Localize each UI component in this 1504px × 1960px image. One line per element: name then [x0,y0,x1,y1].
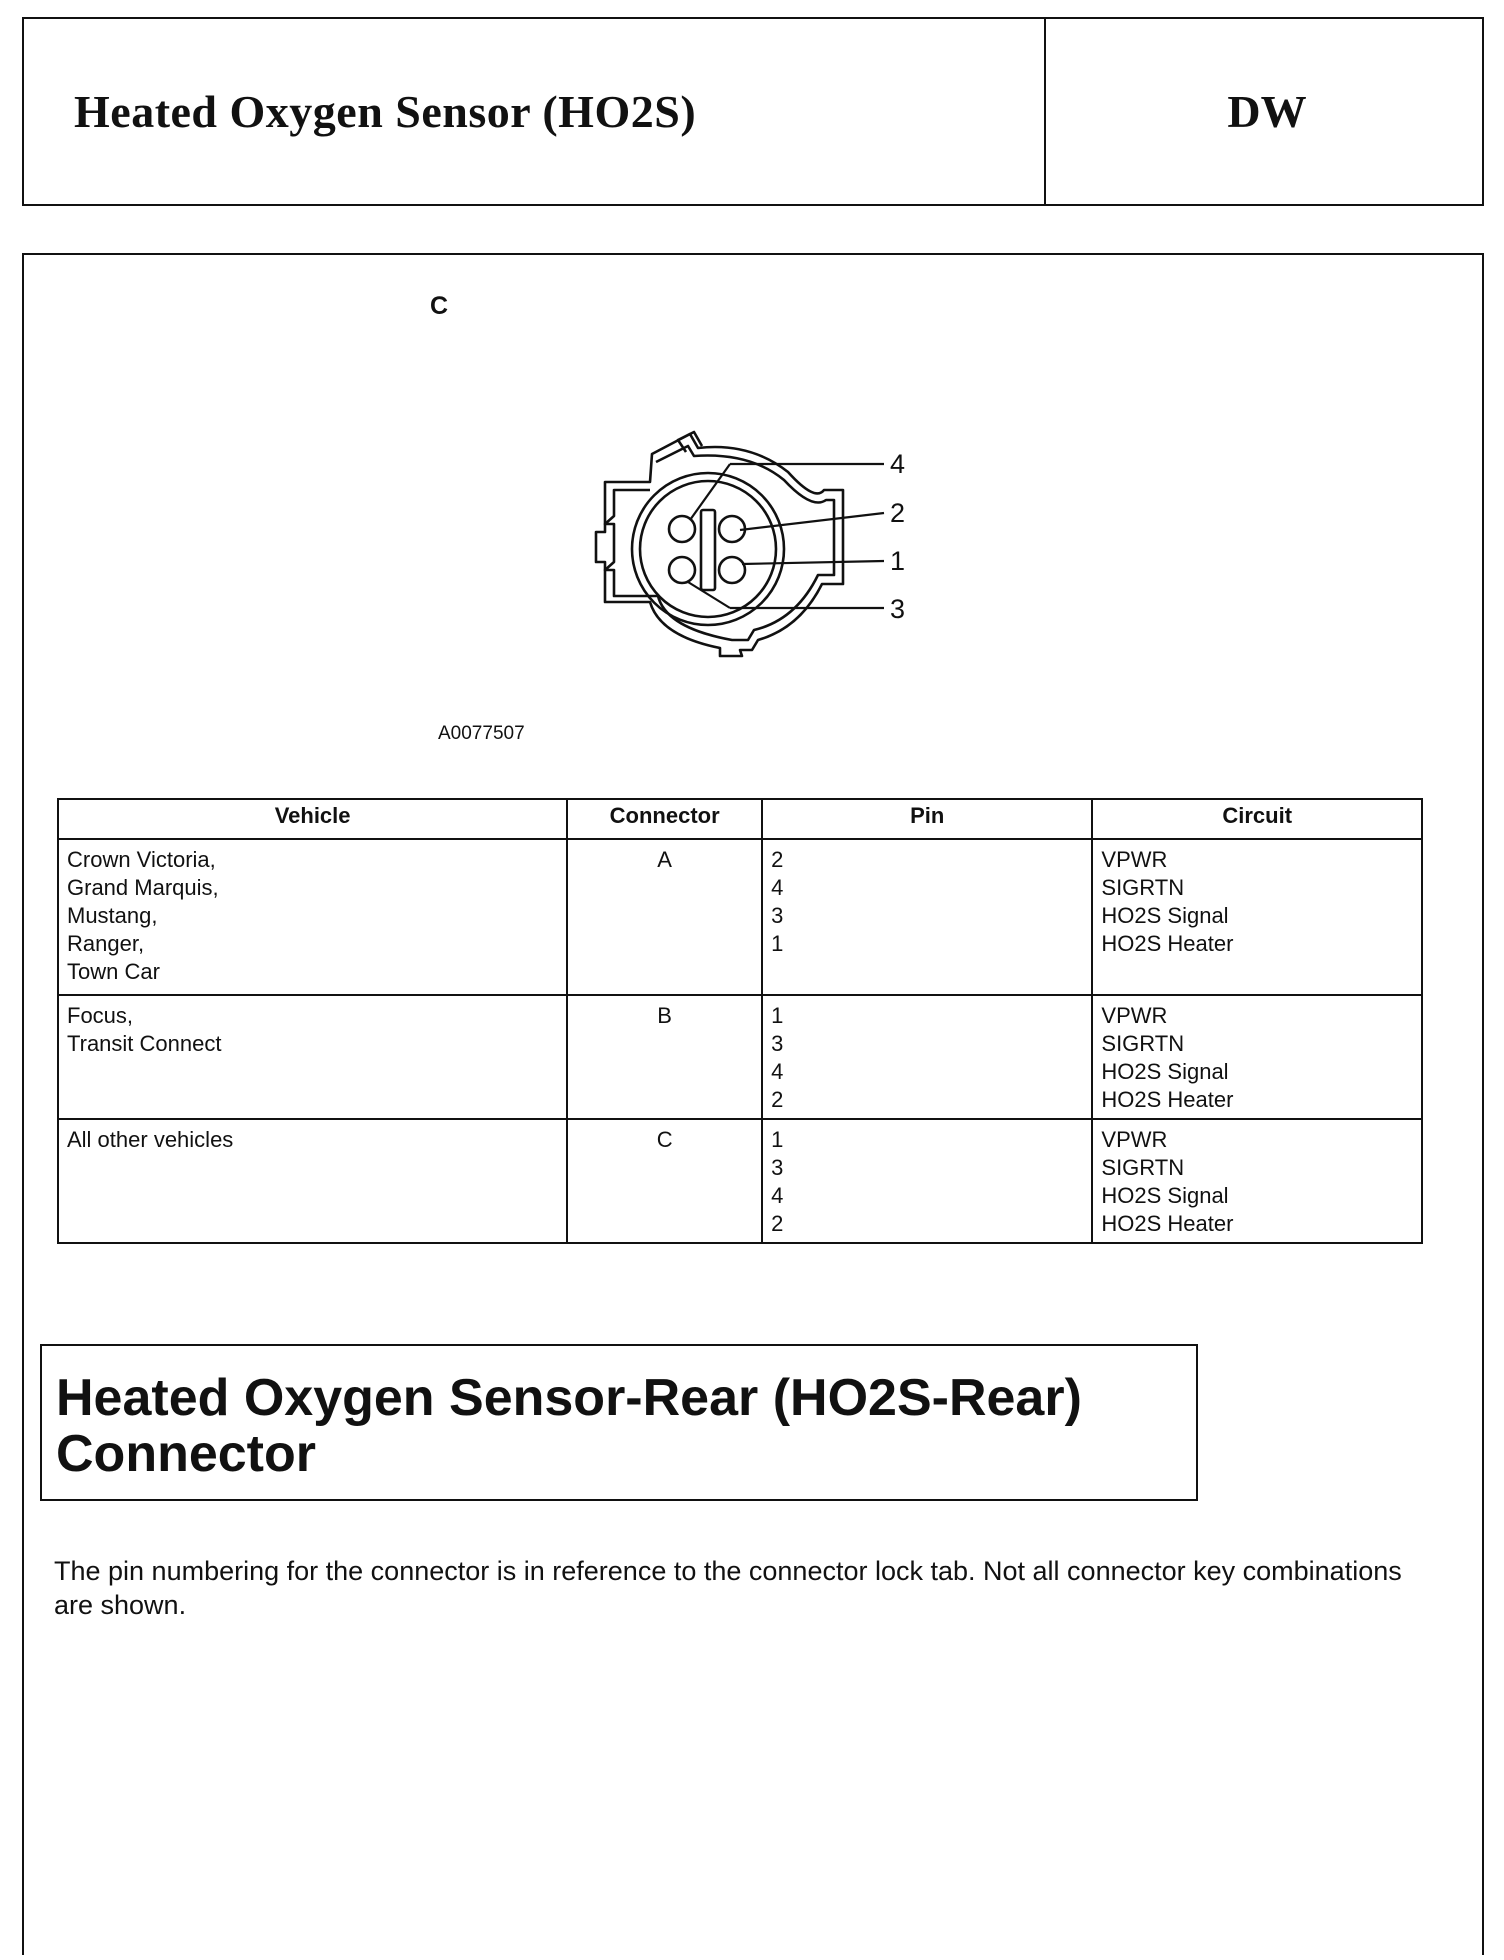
circuit-value: HO2S Heater [1101,1087,1234,1112]
connector-diagram [590,412,930,672]
vehicle-line: Mustang, [67,903,158,928]
page-title: Heated Oxygen Sensor (HO2S) [74,86,697,137]
pin-value: 4 [771,1059,784,1084]
leader-line-2 [740,513,884,530]
column-header-vehicle: Vehicle [58,799,567,839]
pin-value: 2 [771,1211,784,1236]
pin-value: 4 [771,1183,784,1208]
pin-label-4: 4 [890,449,906,479]
vehicle-line: All other vehicles [67,1127,234,1152]
pin-label-3: 3 [890,594,906,624]
pin-value: 3 [771,903,784,928]
circuit-cell [1092,839,1422,995]
pinout-table [57,798,1423,1244]
connector-letter: C [430,292,449,320]
vehicle-line: Town Car [67,959,160,984]
vehicle-line: Focus, [67,1003,134,1028]
section-title-line: Connector [56,1425,316,1483]
connector-face-inner [640,481,776,617]
connector-note: The pin numbering for the connector is in reference to the connector lock tab. Not all connector key combinations are shown. [54,1556,1402,1620]
leader-line-3 [688,582,730,608]
circuit-value: HO2S Signal [1101,903,1229,928]
vehicle-line: Transit Connect [67,1031,222,1056]
circuit-value: HO2S Heater [1101,1211,1234,1236]
pin-value: 2 [771,1087,784,1112]
circuit-value: HO2S Signal [1101,1183,1229,1208]
leader-line-1 [742,561,884,564]
circuit-value: SIGRTN [1101,1155,1185,1180]
connector-cell: B [567,995,762,1119]
figure-id: A0077507 [438,723,525,744]
column-header-circuit: Circuit [1092,799,1422,839]
circuit-cell [1092,1119,1422,1243]
pin-value: 4 [771,875,784,900]
pin-value: 1 [771,1127,784,1152]
vehicle-line: Grand Marquis, [67,875,219,900]
pin-cell [762,1119,1092,1243]
circuit-value: VPWR [1101,847,1168,872]
circuit-value: VPWR [1101,1003,1168,1028]
vehicle-line: Crown Victoria, [67,847,216,872]
table-row [58,839,1422,995]
section-code: DW [1227,86,1307,137]
vehicle-line: Ranger, [67,931,145,956]
pin-label-1: 1 [890,546,906,576]
section-title [56,1370,1196,1482]
vehicle-cell [58,839,567,995]
column-header-pin: Pin [762,799,1092,839]
pin-label-2: 2 [890,498,906,528]
pin-value: 3 [771,1155,784,1180]
column-header-connector: Connector [567,799,762,839]
connector-cell: C [567,1119,762,1243]
circuit-value: VPWR [1101,1127,1168,1152]
pin-value: 1 [771,1003,784,1028]
center-key-slot [701,510,715,590]
header-title-cell [24,19,1046,204]
pin-cavity-1 [719,557,745,583]
connector-cell: A [567,839,762,995]
vehicle-cell [58,1119,567,1243]
pin-value: 3 [771,1031,784,1056]
section-heading-box [40,1344,1198,1501]
circuit-value: SIGRTN [1101,1031,1185,1056]
table-header-row [58,799,1422,839]
table-row [58,995,1422,1119]
pin-cavity-3 [669,557,695,583]
section-title-line: Heated Oxygen Sensor-Rear (HO2S-Rear) [56,1369,1082,1427]
circuit-value: HO2S Heater [1101,931,1234,956]
vehicle-cell [58,995,567,1119]
circuit-value: SIGRTN [1101,875,1185,900]
circuit-value: HO2S Signal [1101,1059,1229,1084]
circuit-cell [1092,995,1422,1119]
pin-cell [762,839,1092,995]
page-header [22,17,1484,206]
pin-value: 2 [771,847,784,872]
pin-cell [762,995,1092,1119]
table-row [58,1119,1422,1243]
header-code-cell [1046,19,1482,204]
pin-value: 1 [771,931,784,956]
